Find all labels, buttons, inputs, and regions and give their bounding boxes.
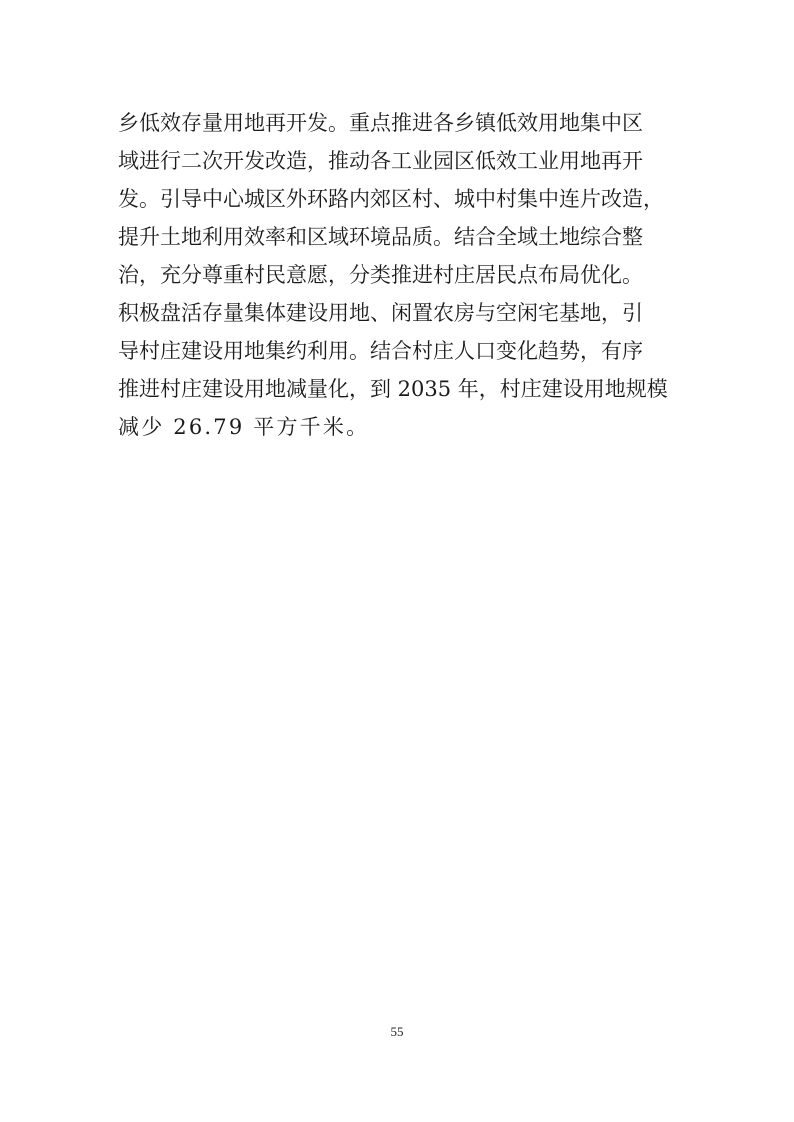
text-line: 乡低效存量用地再开发。重点推进各乡镇低效用地集中区: [118, 111, 643, 135]
text-line: 域进行二次开发改造，推动各工业园区低效工业用地再开: [118, 149, 643, 173]
text-line: 推进村庄建设用地减量化，到 2035 年，村庄建设用地规模: [118, 377, 668, 401]
text-line: 发。引导中心城区外环路内郊区村、城中村集中连片改造，: [118, 187, 664, 211]
text-line: 提升土地利用效率和区域环境品质。结合全域土地综合整: [118, 225, 643, 249]
text-line: 减少 26.79 平方千米。: [118, 415, 370, 439]
text-line: 导村庄建设用地集约利用。结合村庄人口变化趋势，有序: [118, 339, 643, 363]
text-line: 治，充分尊重村民意愿，分类推进村庄居民点布局优化。: [118, 263, 643, 287]
page-number: 55: [390, 1024, 404, 1039]
text-line: 积极盘活存量集体建设用地、闲置农房与空闲宅基地，引: [118, 301, 643, 325]
body-paragraph: [118, 104, 698, 446]
